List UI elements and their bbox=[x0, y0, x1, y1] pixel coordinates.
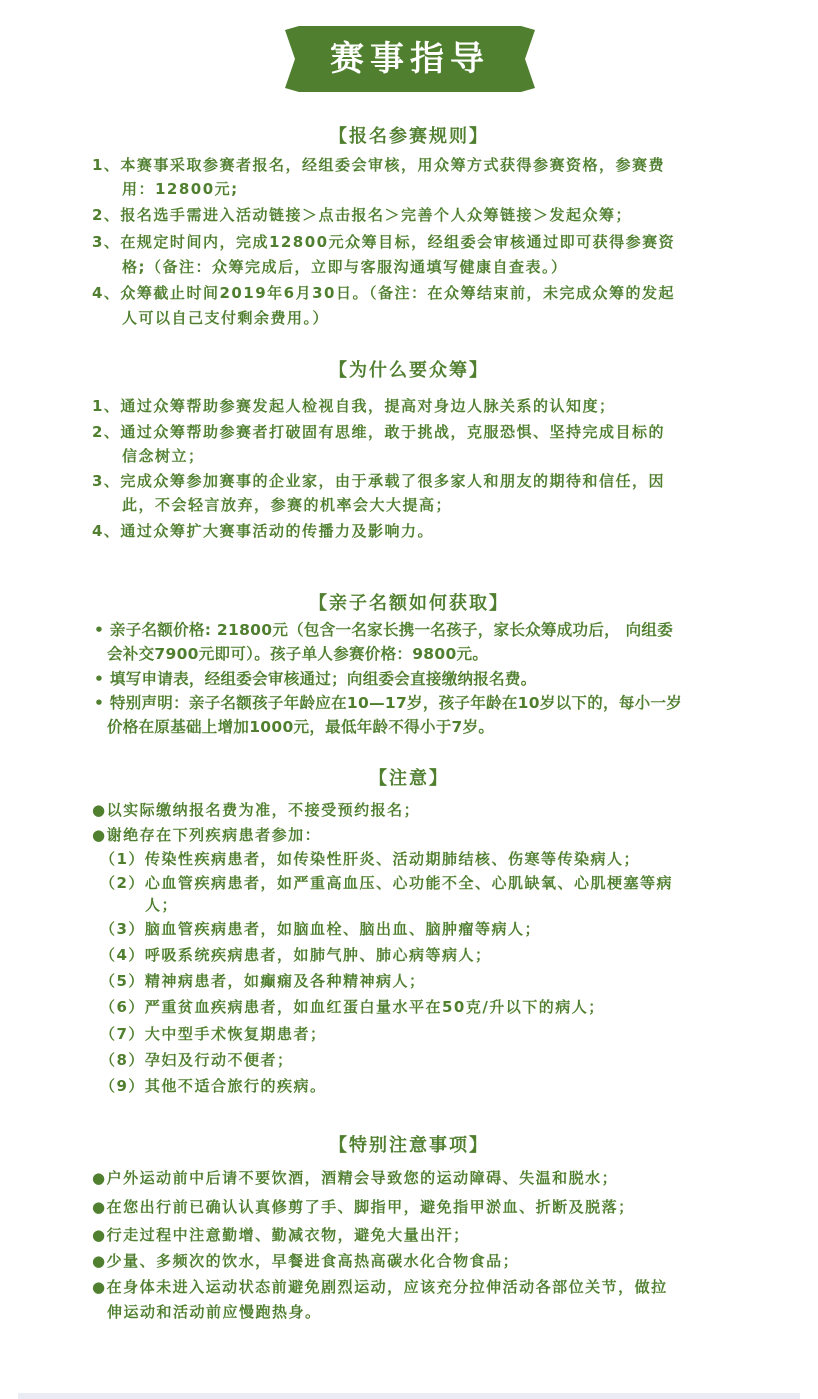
why-line: 信念树立； bbox=[122, 447, 205, 465]
notice-line: （5）精神病患者，如癫痫及各种精神病人； bbox=[100, 972, 426, 990]
notice-line: （2）心血管疾病患者，如严重高血压、心功能不全、心肌缺氧、心肌梗塞等病 bbox=[100, 874, 673, 892]
family-line: • 亲子名额价格: 21800元（包含一名家长携一名孩子，家长众筹成功后， 向组委 bbox=[94, 621, 674, 639]
notice-line: （3）脑血管疾病患者，如脑血栓、脑出血、脑肿瘤等病人； bbox=[100, 920, 541, 938]
page-title: 赛事指导 bbox=[330, 39, 490, 79]
notice-line: （9）其他不适合旅行的疾病。 bbox=[100, 1077, 327, 1095]
rules-line: 格;（备注：众筹完成后，立即与客服沟通填写健康自查表。） bbox=[122, 258, 568, 276]
why-line: 此，不会轻言放弃，参赛的机率会大大提高； bbox=[122, 496, 453, 514]
special-line: ●少量、多频次的饮水，早餐进食高热高碳水化合物食品； bbox=[92, 1252, 520, 1270]
special-line: ●户外运动前中后请不要饮酒，酒精会导致您的运动障碍、失温和脱水； bbox=[92, 1169, 619, 1187]
why-heading: 【为什么要众筹】 bbox=[329, 360, 489, 381]
rules-line: 4、众筹截止时间2019年6月30日。（备注：在众筹结束前，未完成众筹的发起 bbox=[92, 284, 675, 302]
family-line: • 填写申请表，经组委会审核通过；向组委会直接缴纳报名费。 bbox=[94, 670, 537, 688]
rules-line: 2、报名选手需进入活动链接＞点击报名＞完善个人众筹链接＞发起众筹； bbox=[92, 206, 632, 224]
notice-line: ●以实际缴纳报名费为准，不接受预约报名； bbox=[92, 801, 421, 819]
rules-line: 用：12800元; bbox=[122, 180, 239, 198]
rules-line: 人可以自己支付剩余费用。） bbox=[122, 309, 330, 327]
notice-line: （6）严重贫血疾病患者，如血红蛋白量水平在50克/升以下的病人； bbox=[100, 998, 605, 1016]
why-line: 2、通过众筹帮助参赛者打破固有思维，敢于挑战，克服恐惧、坚持完成目标的 bbox=[92, 423, 665, 441]
notice-line: （8）孕妇及行动不便者； bbox=[100, 1051, 294, 1069]
notice-line: （1）传染性疾病患者，如传染性肝炎、活动期肺结核、伤寒等传染病人； bbox=[100, 850, 640, 868]
rules-line: 1、本赛事采取参赛者报名，经组委会审核，用众筹方式获得参赛资格，参赛费 bbox=[92, 156, 665, 174]
notice-heading: 【注意】 bbox=[369, 768, 449, 789]
why-line: 3、完成众筹参加赛事的企业家，由于承载了很多家人和朋友的期待和信任，因 bbox=[92, 472, 665, 490]
title-banner bbox=[285, 26, 535, 92]
bottom-divider bbox=[18, 1393, 800, 1399]
family-line: • 特别声明：亲子名额孩子年龄应在10—17岁，孩子年龄在10岁以下的，每小一岁 bbox=[94, 694, 683, 712]
notice-line: ●谢绝存在下列疾病患者参加： bbox=[92, 826, 322, 844]
notice-line: （7）大中型手术恢复期患者； bbox=[100, 1025, 327, 1043]
rules-line: 3、在规定时间内，完成12800元众筹目标，经组委会审核通过即可获得参赛资 bbox=[92, 233, 676, 251]
family-line: 会补交7900元即可）。孩子单人参赛价格：9800元。 bbox=[107, 645, 489, 663]
why-line: 1、通过众筹帮助参赛发起人检视自我，提高对身边人脉关系的认知度； bbox=[92, 397, 616, 415]
special-line: ●在您出行前已确认认真修剪了手、脚指甲，避免指甲淤血、折断及脱落； bbox=[92, 1198, 635, 1216]
family-line: 价格在原基础上增加1000元，最低年龄不得小于7岁。 bbox=[107, 718, 495, 736]
special-line: ●在身体未进入运动状态前避免剧烈运动，应该充分拉伸活动各部位关节，做拉 bbox=[92, 1278, 668, 1296]
special-heading: 【特别注意事项】 bbox=[329, 1135, 489, 1156]
notice-line: （4）呼吸系统疾病患者，如肺气肿、肺心病等病人； bbox=[100, 946, 492, 964]
why-line: 4、通过众筹扩大赛事活动的传播力及影响力。 bbox=[92, 522, 434, 540]
family-heading: 【亲子名额如何获取】 bbox=[309, 593, 509, 614]
notice-line: 人； bbox=[145, 896, 179, 914]
special-line: ●行走过程中注意勤增、勤减衣物，避免大量出汗； bbox=[92, 1226, 470, 1244]
special-line: 伸运动和活动前应慢跑热身。 bbox=[107, 1303, 322, 1321]
rules-heading: 【报名参赛规则】 bbox=[329, 126, 489, 147]
